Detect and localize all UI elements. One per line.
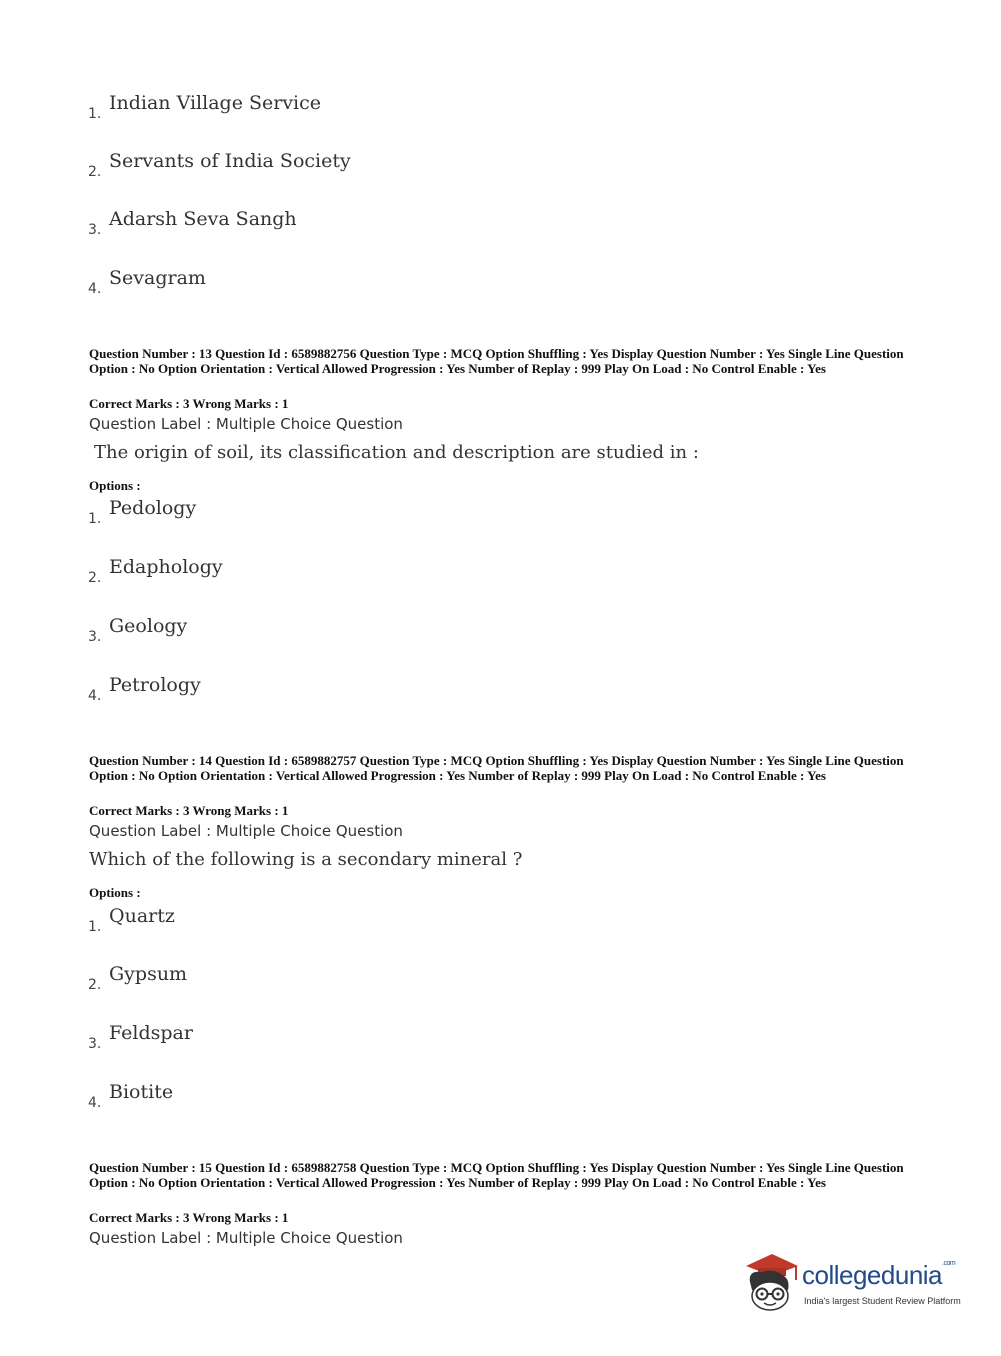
option-number: 2. <box>88 977 102 993</box>
option-number: 3. <box>88 629 102 645</box>
option-number: 3. <box>88 1036 102 1052</box>
option-number: 4. <box>88 281 102 297</box>
option-text: Indian Village Service <box>109 92 322 114</box>
option-text: Pedology <box>109 497 197 519</box>
mascot-icon <box>740 1250 800 1316</box>
logo-tagline: India's largest Student Review Platform <box>804 1296 961 1306</box>
question-marks-15: Correct Marks : 3 Wrong Marks : 1 <box>89 1210 289 1225</box>
options-heading-14: Options : <box>89 885 141 900</box>
option-text: Sevagram <box>109 267 206 289</box>
question-marks-14: Correct Marks : 3 Wrong Marks : 1 <box>89 803 289 818</box>
option-text: Petrology <box>109 674 201 696</box>
option-number: 3. <box>88 222 102 238</box>
options-heading-13: Options : <box>89 478 141 493</box>
option-text: Biotite <box>109 1081 174 1103</box>
option-text: Geology <box>109 615 188 637</box>
option-text: Edaphology <box>109 556 223 578</box>
option-text: Gypsum <box>109 963 188 985</box>
option-text: Servants of India Society <box>109 150 351 172</box>
option-number: 1. <box>88 106 102 122</box>
question-text-13: The origin of soil, its classification and description are studied in : <box>94 442 699 463</box>
collegedunia-logo <box>740 1250 970 1316</box>
option-text: Feldspar <box>109 1022 193 1044</box>
option-number: 4. <box>88 688 102 704</box>
question-meta-14: Question Number : 14 Question Id : 6589882757 Question Type : MCQ Option Shuffling : Yes Display Question Number : Yes Single Line Question Option : No Option Orientation : Vertical Allowed Progression : Yes Number of Replay : 999 Play On Load : No Control Enable : Yes <box>89 753 904 783</box>
option-number: 1. <box>88 511 102 527</box>
logo-suffix: .com <box>942 1260 956 1267</box>
question-label-14: Question Label : Multiple Choice Question <box>89 822 403 840</box>
option-number: 2. <box>88 164 102 180</box>
question-meta-15: Question Number : 15 Question Id : 6589882758 Question Type : MCQ Option Shuffling : Yes Display Question Number : Yes Single Line Question Option : No Option Orientation : Vertical Allowed Progression : Yes Number of Replay : 999 Play On Load : No Control Enable : Yes <box>89 1160 904 1190</box>
question-label-15: Question Label : Multiple Choice Question <box>89 1229 403 1247</box>
logo-word-text: collegedunia <box>802 1260 943 1290</box>
option-text: Quartz <box>109 905 175 927</box>
question-text-14: Which of the following is a secondary mineral ? <box>89 849 523 870</box>
question-label-13: Question Label : Multiple Choice Question <box>89 415 403 433</box>
option-number: 1. <box>88 919 102 935</box>
option-number: 4. <box>88 1095 102 1111</box>
option-number: 2. <box>88 570 102 586</box>
option-text: Adarsh Seva Sangh <box>109 208 297 230</box>
question-meta-13: Question Number : 13 Question Id : 6589882756 Question Type : MCQ Option Shuffling : Yes Display Question Number : Yes Single Line Question Option : No Option Orientation : Vertical Allowed Progression : Yes Number of Replay : 999 Play On Load : No Control Enable : Yes <box>89 346 904 376</box>
logo-wordmark <box>802 1260 955 1291</box>
question-marks-13: Correct Marks : 3 Wrong Marks : 1 <box>89 396 289 411</box>
